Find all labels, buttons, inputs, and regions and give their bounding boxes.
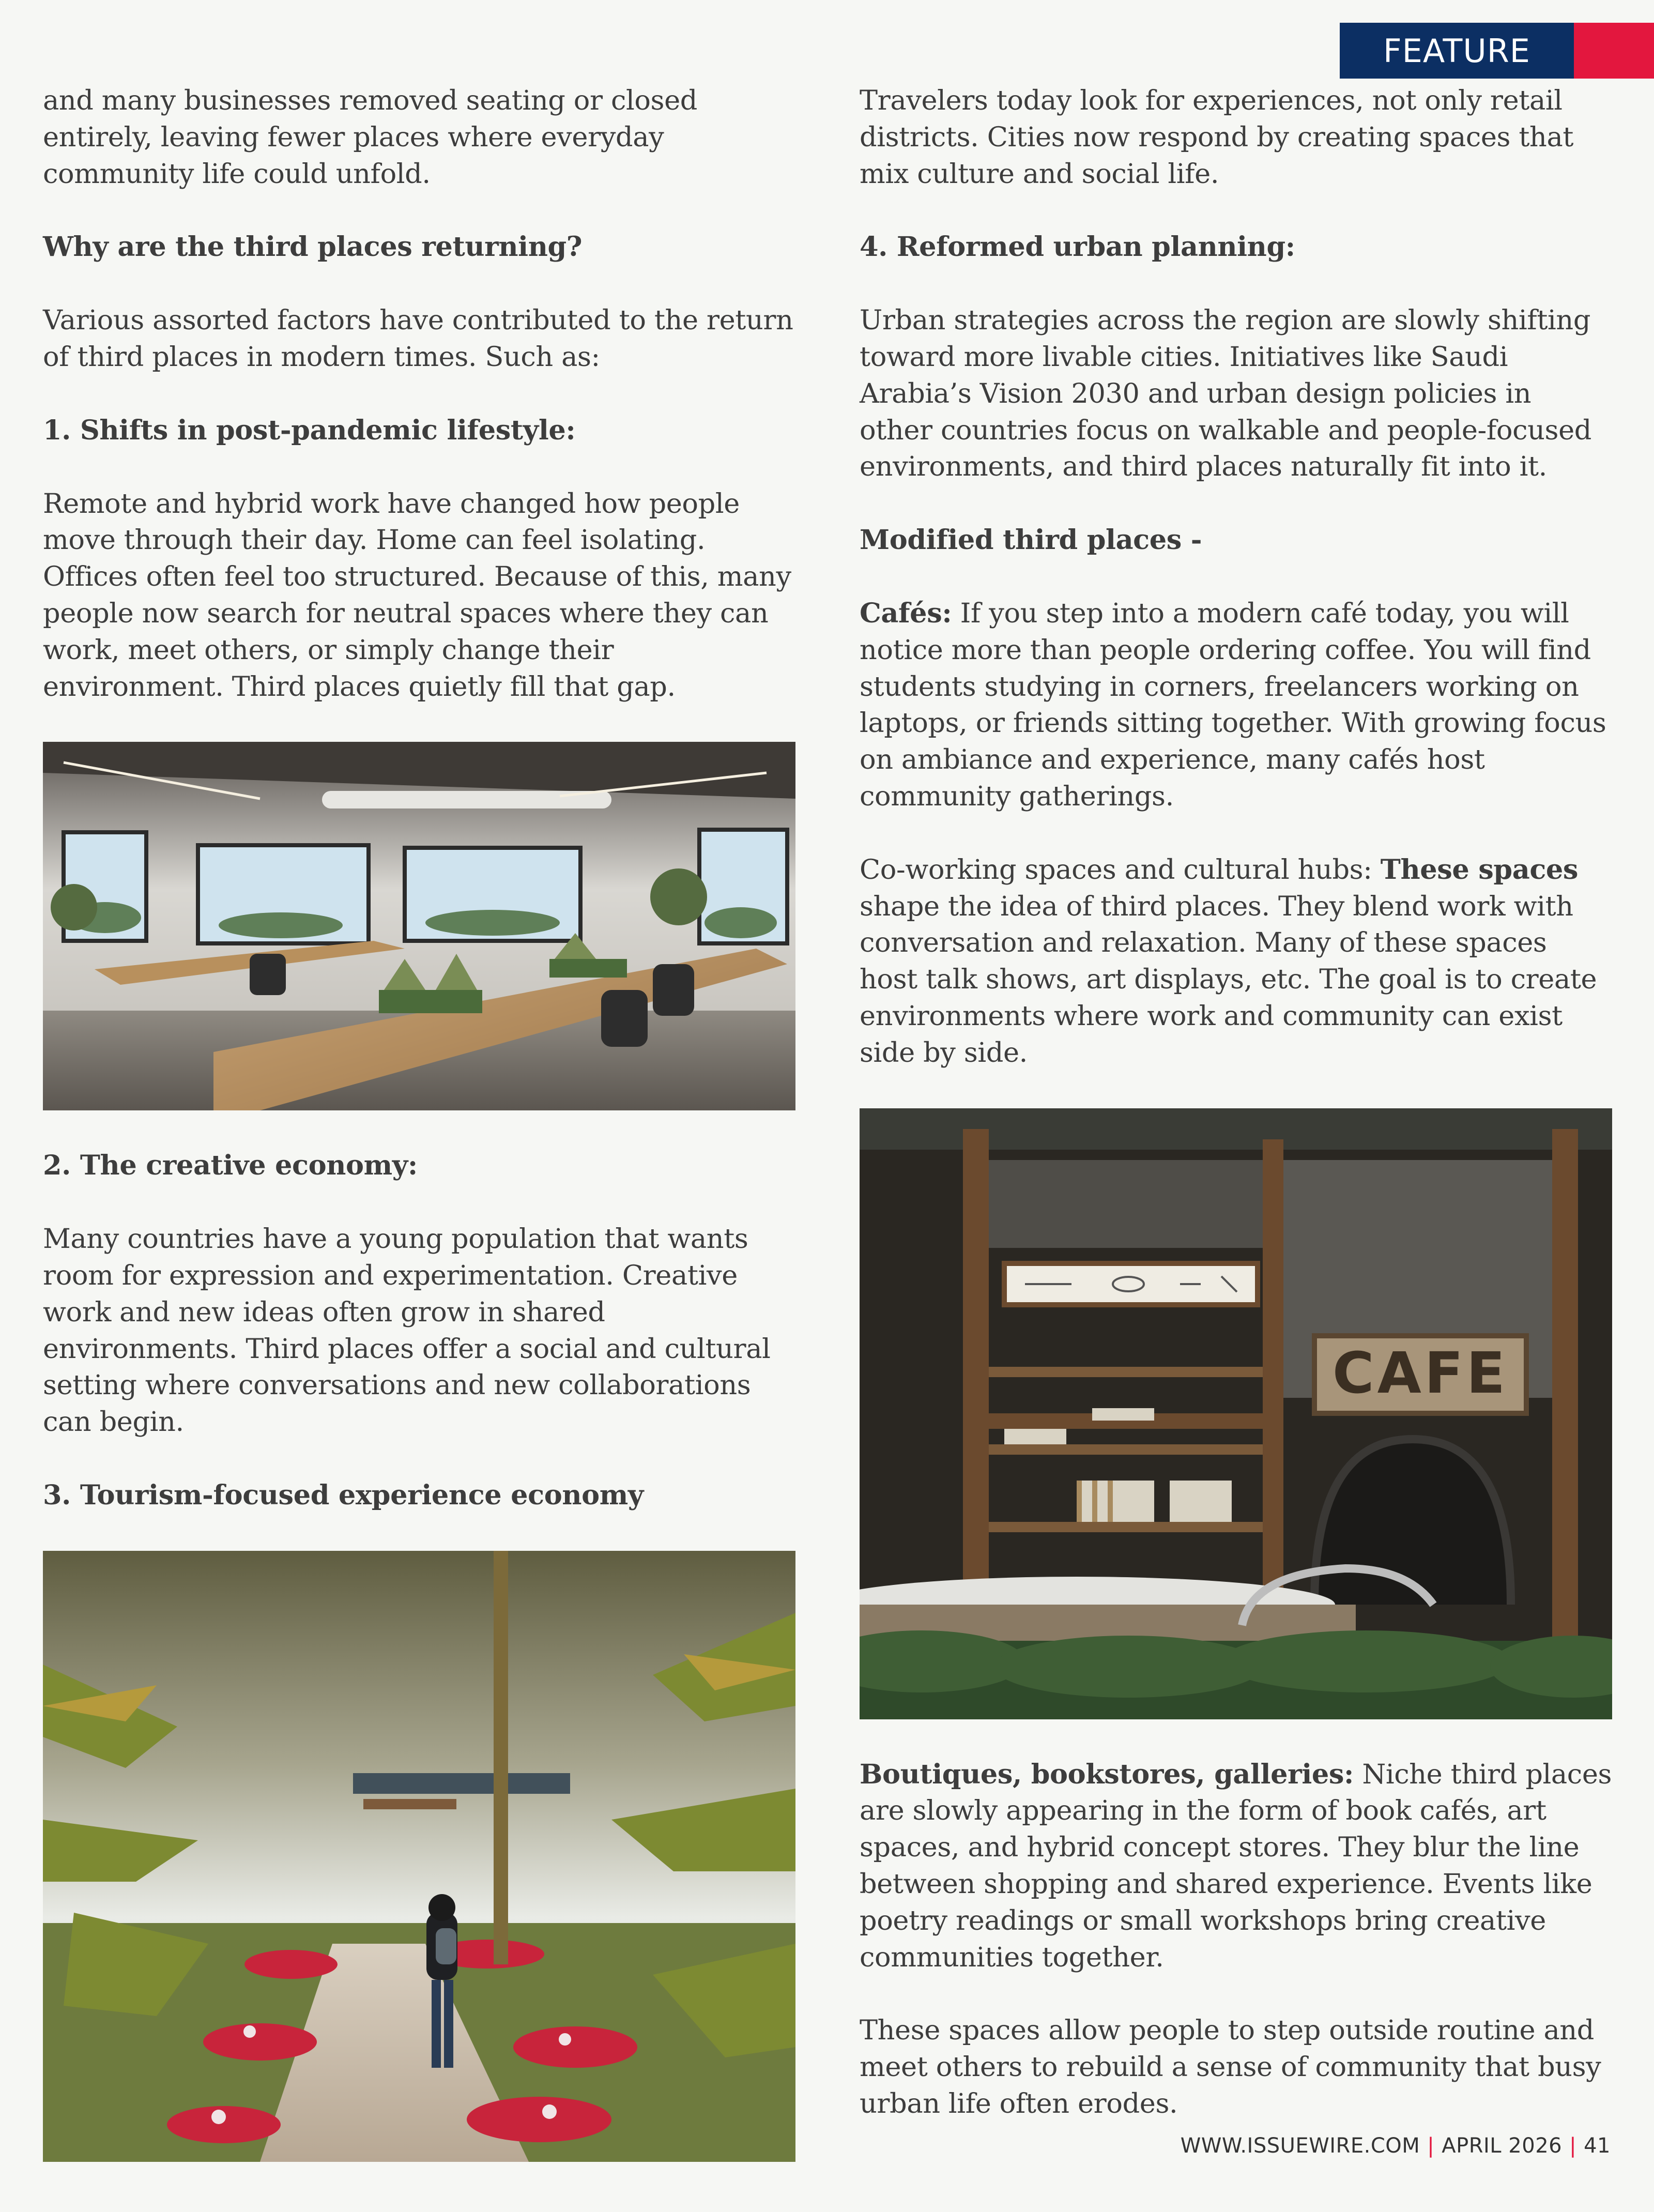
boutiques-text: Niche third places are slowly appearing in the form of book cafés, art spaces, and hybrid concept stores. They blur the line between shopping and shared experience. Events like poetry readings or small workshops bring creative communities together. — [860, 1758, 1612, 1973]
footer-separator: | — [1569, 2134, 1577, 2158]
closing-paragraph: These spaces allow people to step outside routine and meet others to rebuild a sense of community that busy urban life often erodes. — [860, 2015, 1601, 2119]
coworking-bold: These spaces — [1380, 853, 1579, 886]
cafes-text: If you step into a modern café today, you will notice more than people ordering coffee. You will find students studying in corners, freelancers working on laptops, or friends sitting together. With growing focus on ambiance and experience, many cafés host community gatherings. — [860, 597, 1606, 812]
coworking-text: shape the idea of third places. They blend work with conversation and relaxation. Many of these spaces host talk shows, art displays, etc. The goal is to create environments where work and community can exist side by side. — [860, 890, 1597, 1069]
travel-paragraph: Travelers today look for experiences, not only retail districts. Cities now respond by creating spaces that mix culture and social life. — [860, 85, 1574, 190]
office-photo — [43, 742, 795, 1110]
cafe-sign-text: CAFE — [1332, 1339, 1509, 1406]
coworking-paragraph — [860, 852, 1612, 1072]
right-column — [860, 83, 1612, 2159]
footer-separator: | — [1427, 2134, 1435, 2158]
heading-modified-third-places: Modified third places - — [860, 524, 1202, 556]
cafes-paragraph — [860, 596, 1612, 815]
footer-date: APRIL 2026 — [1442, 2134, 1563, 2158]
cafe-photo — [860, 1108, 1612, 1719]
factors-paragraph: Various assorted factors have contributed to the return of third places in modern times. Such as: — [43, 304, 793, 373]
boutiques-label: Boutiques, bookstores, galleries: — [860, 1758, 1354, 1790]
boutiques-paragraph — [860, 1757, 1612, 1976]
section-label: FEATURE — [1340, 23, 1574, 79]
intro-paragraph: and many businesses removed seating or closed entirely, leaving fewer places where everyday community life could unfold. — [43, 85, 697, 190]
page-footer — [1181, 2134, 1611, 2158]
heading-post-pandemic: 1. Shifts in post-pandemic lifestyle: — [43, 414, 576, 446]
coworking-prefix: Co-working spaces and cultural hubs: — [860, 853, 1381, 886]
heading-urban-planning: 4. Reformed urban planning: — [860, 231, 1295, 263]
creative-economy-paragraph: Many countries have a young population that wants room for expression and experimentation. Creative work and new ideas often grow in shared environments. Third places offer a social and cultural setting where conversations and new collaborations can begin. — [43, 1223, 771, 1438]
heading-why-returning: Why are the third places returning? — [43, 231, 583, 263]
post-pandemic-paragraph: Remote and hybrid work have changed how people move through their day. Home can feel isolating. Offices often feel too structured. Because of this, many people now search for neutral spaces where they can work, meet others, or simply change their environment. Third places quietly fill that gap. — [43, 487, 791, 703]
left-column — [43, 83, 795, 2199]
cafes-label: Cafés: — [860, 597, 952, 629]
page-number: 41 — [1584, 2134, 1611, 2158]
garden-path-photo — [43, 1551, 795, 2162]
footer-website: WWW.ISSUEWIRE.COM — [1180, 2134, 1420, 2158]
urban-planning-paragraph: Urban strategies across the region are slowly shifting toward more livable cities. Initiatives like Saudi Arabia’s Vision 2030 and urban design policies in other countries focus on walkable and people-focused environments, and third places naturally fit into it. — [860, 304, 1591, 483]
header-accent-bar — [1574, 23, 1654, 79]
heading-creative-economy: 2. The creative economy: — [43, 1150, 418, 1182]
heading-tourism: 3. Tourism-focused experience economy — [43, 1479, 644, 1511]
